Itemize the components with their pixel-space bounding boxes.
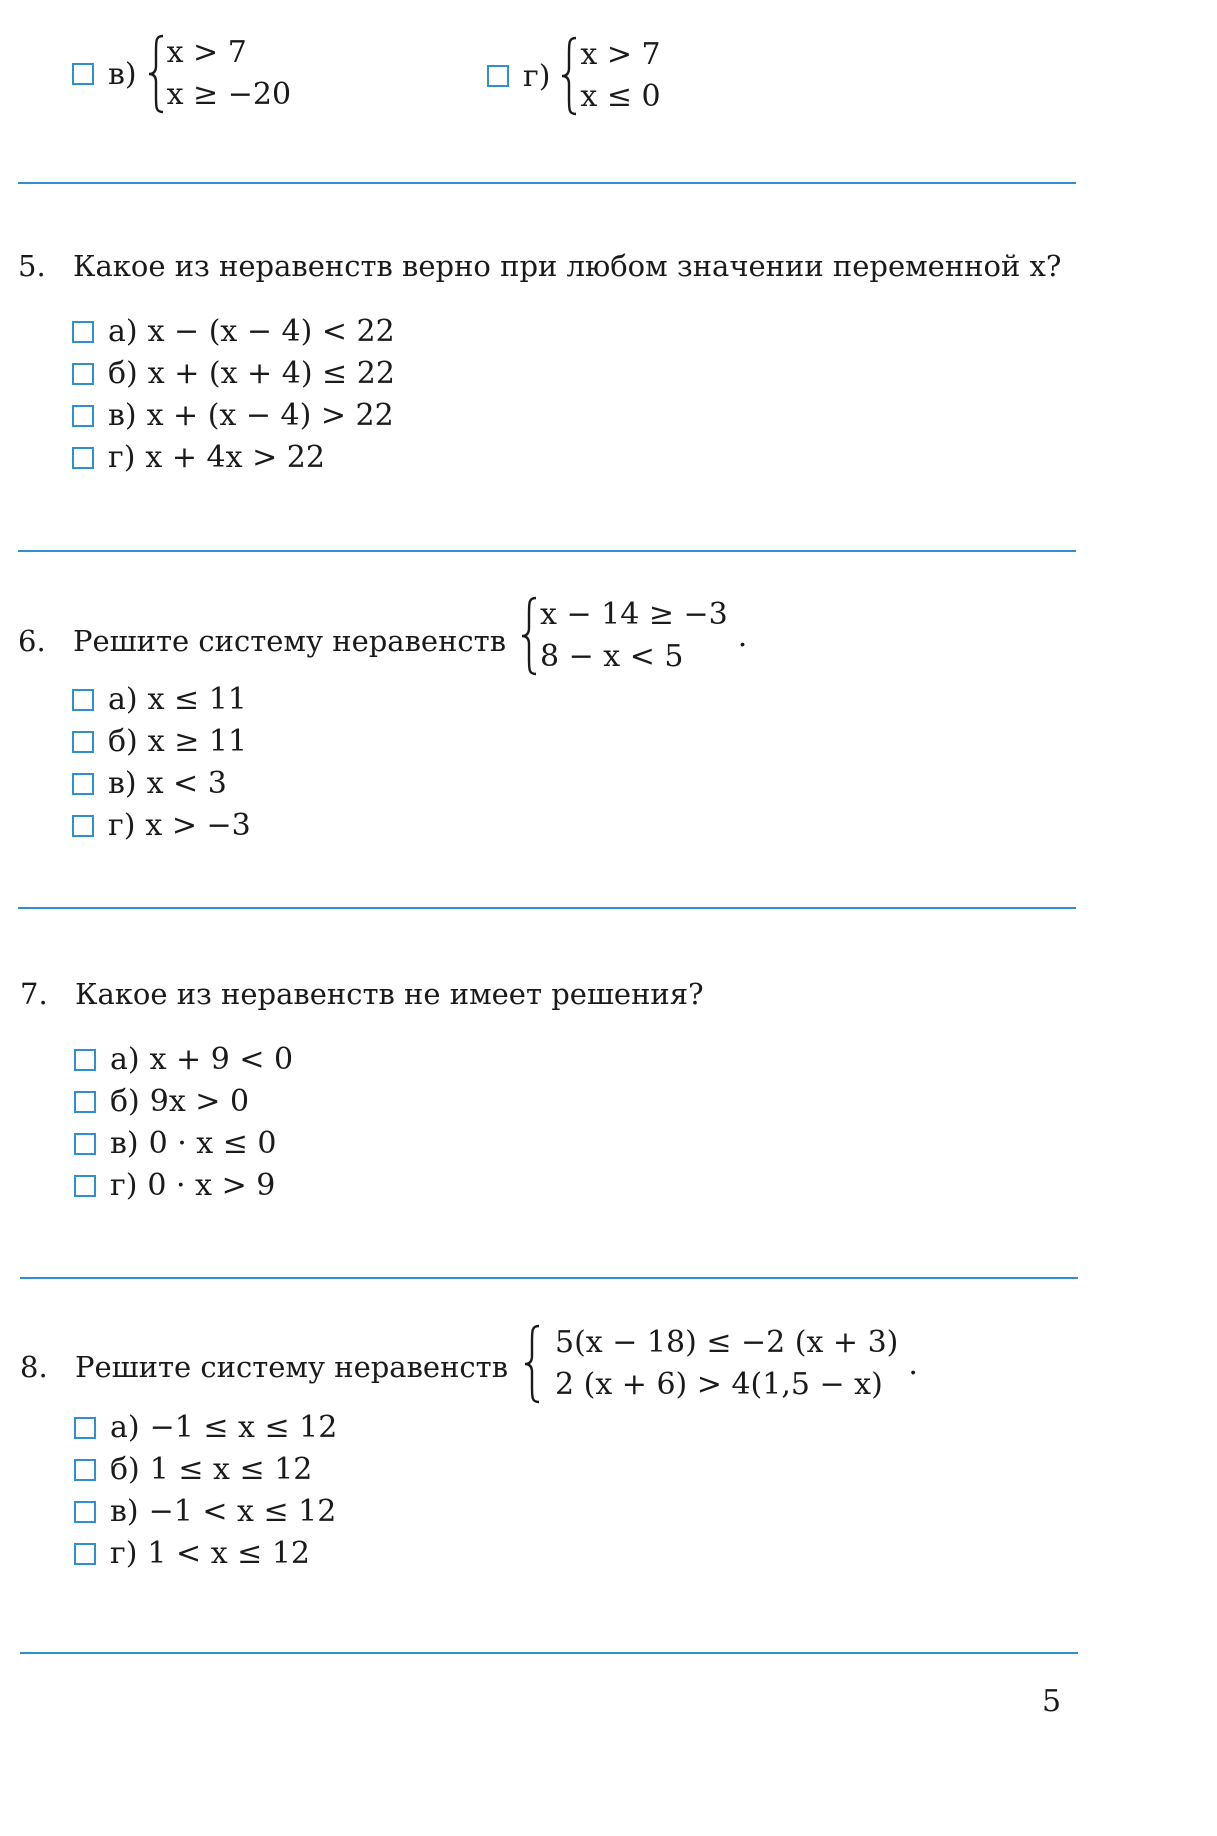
- question-text: Решите систему неравенств: [75, 1350, 509, 1384]
- checkbox[interactable]: [74, 1459, 96, 1481]
- system-line: x ≤ 0: [580, 79, 661, 114]
- divider: [18, 907, 1076, 909]
- option-expression: x + (x + 4) ≤ 22: [147, 356, 395, 391]
- option-b[interactable]: [74, 1084, 249, 1119]
- option-letter: а): [108, 314, 138, 349]
- option-letter: г): [110, 1168, 138, 1203]
- option-letter: а): [110, 1410, 140, 1445]
- question-text: Какое из неравенств верно при любом значении переменной x?: [73, 249, 1062, 283]
- option-expression: 9x > 0: [149, 1084, 250, 1119]
- option-b[interactable]: [72, 724, 247, 759]
- question-number: 5.: [18, 249, 46, 283]
- checkbox[interactable]: [74, 1417, 96, 1439]
- question-number: 6.: [18, 624, 46, 658]
- checkbox[interactable]: [72, 447, 94, 469]
- option-letter: б): [108, 724, 138, 759]
- option-expression: −1 ≤ x ≤ 12: [149, 1410, 338, 1445]
- option-v[interactable]: [72, 766, 227, 801]
- inequality-system: [523, 1322, 918, 1414]
- option-letter: б): [110, 1452, 140, 1487]
- system-line: 2 (x + 6) > 4(1,5 − x): [555, 1367, 883, 1402]
- option-expression: 1 < x ≤ 12: [147, 1536, 311, 1571]
- option-v[interactable]: [72, 398, 394, 433]
- checkbox[interactable]: [74, 1049, 96, 1071]
- option-expression: x + 4x > 22: [145, 440, 325, 475]
- question-text: Решите систему неравенств: [73, 624, 507, 658]
- system-line: x − 14 ≥ −3: [540, 597, 728, 632]
- option-letter: в): [110, 1494, 139, 1529]
- system-end: .: [737, 618, 748, 654]
- checkbox[interactable]: [72, 63, 94, 85]
- divider: [18, 182, 1076, 184]
- checkbox[interactable]: [74, 1501, 96, 1523]
- option-a[interactable]: [74, 1042, 293, 1077]
- option-expression: x − (x − 4) < 22: [147, 314, 395, 349]
- checkbox[interactable]: [74, 1543, 96, 1565]
- option-expression: x ≤ 11: [147, 682, 247, 717]
- brace-icon: [560, 34, 580, 118]
- checkbox[interactable]: [72, 815, 94, 837]
- divider: [18, 550, 1076, 552]
- system-line: x > 7: [166, 35, 247, 70]
- system-line: 5(x − 18) ≤ −2 (x + 3): [555, 1325, 899, 1360]
- checkbox[interactable]: [72, 773, 94, 795]
- option-expression: x + 9 < 0: [149, 1042, 294, 1077]
- option-expression: 0 · x ≤ 0: [148, 1126, 277, 1161]
- option-v[interactable]: [74, 1126, 277, 1161]
- option-letter: б): [110, 1084, 140, 1119]
- checkbox[interactable]: [72, 363, 94, 385]
- option-v[interactable]: [74, 1494, 336, 1529]
- top-option-g[interactable]: [487, 34, 661, 118]
- option-letter: г): [108, 808, 136, 843]
- checkbox[interactable]: [74, 1091, 96, 1113]
- option-letter: в): [110, 1126, 139, 1161]
- option-letter: а): [110, 1042, 140, 1077]
- question-number: 7.: [20, 977, 48, 1011]
- system-line: x > 7: [580, 37, 661, 72]
- option-letter: а): [108, 682, 138, 717]
- option-g[interactable]: [72, 440, 325, 475]
- option-expression: −1 < x ≤ 12: [148, 1494, 337, 1529]
- checkbox[interactable]: [72, 689, 94, 711]
- option-a[interactable]: [72, 314, 395, 349]
- checkbox[interactable]: [72, 731, 94, 753]
- option-expression: x + (x − 4) > 22: [146, 398, 394, 433]
- divider: [20, 1277, 1078, 1279]
- option-g[interactable]: [72, 808, 251, 843]
- option-letter: б): [108, 356, 138, 391]
- option-expression: 1 ≤ x ≤ 12: [149, 1452, 313, 1487]
- system-line: x ≥ −20: [166, 77, 292, 112]
- option-b[interactable]: [74, 1452, 312, 1487]
- option-a[interactable]: [74, 1410, 337, 1445]
- option-expression: x < 3: [146, 766, 227, 801]
- option-b[interactable]: [72, 356, 395, 391]
- option-letter: г): [110, 1536, 138, 1571]
- option-letter: г): [523, 58, 551, 94]
- option-letter: в): [108, 398, 137, 433]
- option-a[interactable]: [72, 682, 247, 717]
- inequality-system: [520, 594, 747, 686]
- question-text: Какое из неравенств не имеет решения?: [75, 977, 704, 1011]
- option-expression: x ≥ 11: [147, 724, 248, 759]
- checkbox[interactable]: [74, 1175, 96, 1197]
- checkbox[interactable]: [72, 321, 94, 343]
- checkbox[interactable]: [487, 65, 509, 87]
- question-number: 8.: [20, 1350, 48, 1384]
- checkbox[interactable]: [72, 405, 94, 427]
- brace-icon: [520, 594, 540, 678]
- system-end: .: [908, 1346, 918, 1382]
- system-line: 8 − x < 5: [540, 639, 684, 674]
- checkbox[interactable]: [74, 1133, 96, 1155]
- brace-icon: [523, 1322, 543, 1406]
- option-g[interactable]: [74, 1536, 310, 1571]
- option-letter: в): [108, 56, 137, 92]
- option-g[interactable]: [74, 1168, 275, 1203]
- brace-icon: [147, 32, 167, 116]
- top-option-v[interactable]: [72, 32, 291, 116]
- option-letter: г): [108, 440, 136, 475]
- option-expression: x > −3: [145, 808, 251, 843]
- page-number: 5: [1042, 1684, 1062, 1719]
- option-expression: 0 · x > 9: [147, 1168, 276, 1203]
- option-letter: в): [108, 766, 137, 801]
- divider: [20, 1652, 1078, 1654]
